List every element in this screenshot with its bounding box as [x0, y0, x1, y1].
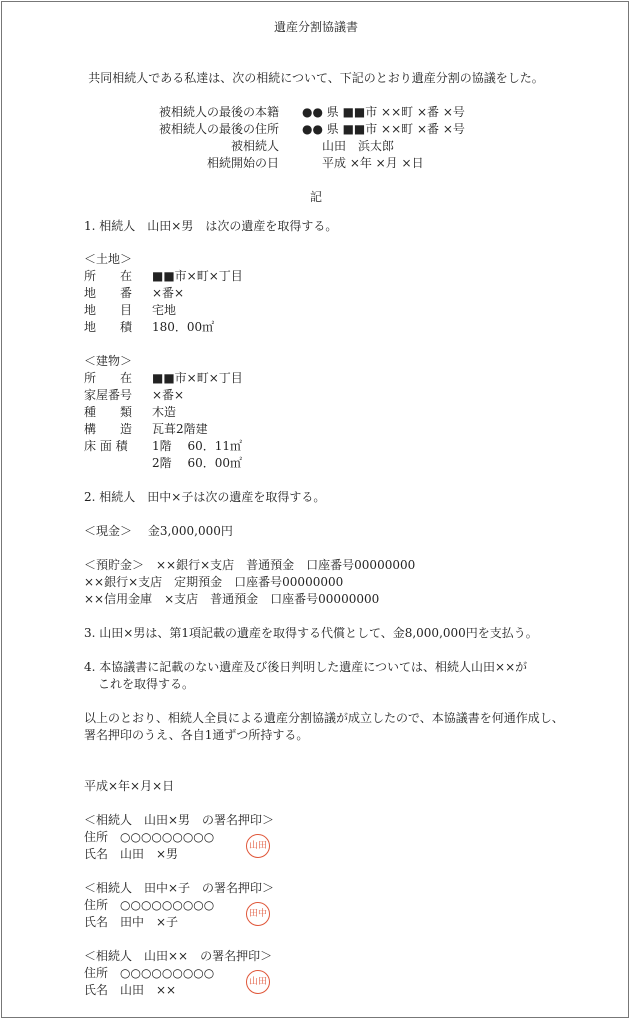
signature-address: 住所 ○○○○○○○○○ — [84, 966, 215, 980]
building-row — [84, 404, 176, 421]
item-2: 2. 相続人 田中×子は次の遺産を取得する。 — [84, 490, 326, 504]
signature-name: 氏名 山田 ×男 — [84, 847, 179, 861]
decedent-label: 被相続人の最後の住所 — [158, 122, 279, 136]
deposit-line: ××銀行×支店 定期預金 口座番号00000000 — [84, 575, 344, 589]
land-heading: ＜土地＞ — [84, 252, 133, 266]
building-heading: ＜建物＞ — [84, 354, 133, 368]
signature-heading: ＜相続人 田中×子 の署名押印＞ — [84, 881, 275, 895]
page-frame — [1, 1, 629, 1018]
deposit-line: ＜預貯金＞ ××銀行×支店 普通預金 口座番号00000000 — [84, 558, 416, 572]
building-value: 瓦葺2階建 — [152, 422, 208, 436]
decedent-value: ●● 県 ■■市 ××町 ×番 ×号 — [302, 105, 465, 119]
item-3: 3. 山田×男は、第1項記載の遺産を取得する代償として、金8,000,000円を支払う。 — [84, 626, 538, 640]
seal-stamp: 山田 — [246, 970, 270, 994]
decedent-value: 山田 浜太郎 — [322, 139, 395, 153]
decedent-label: 相続開始の日 — [206, 156, 279, 170]
building-row — [84, 387, 184, 404]
land-value: ■■市×町×丁目 — [152, 269, 243, 283]
closing-line: 以上のとおり、相続人全員による遺産分割協議が成立したので、本協議書を何通作成し、 — [84, 711, 564, 725]
item-4-line: これを取得する。 — [98, 677, 195, 691]
signature-name: 氏名 山田 ×× — [84, 983, 177, 997]
signature-address: 住所 ○○○○○○○○○ — [84, 898, 215, 912]
building-label: 種 類 — [84, 405, 133, 419]
building-row — [84, 421, 208, 438]
decedent-label: 被相続人の最後の本籍 — [158, 105, 279, 119]
building-row — [84, 438, 242, 455]
seal-stamp: 山田 — [246, 834, 270, 858]
ki-heading: 記 — [309, 190, 322, 204]
building-row — [84, 455, 242, 472]
building-row — [84, 370, 243, 387]
seal-stamp: 田中 — [246, 902, 270, 926]
cash-line: ＜現金＞ 金3,000,000円 — [84, 524, 233, 538]
building-label: 構 造 — [84, 422, 133, 436]
signature-heading: ＜相続人 山田×男 の署名押印＞ — [84, 813, 275, 827]
land-row — [84, 319, 214, 336]
land-value: ×番× — [152, 286, 185, 300]
decedent-label: 被相続人 — [230, 139, 279, 153]
building-value: 木造 — [152, 405, 177, 419]
document-title: 遺産分割協議書 — [273, 20, 358, 34]
item-1: 1. 相続人 山田×男 は次の遺産を取得する。 — [84, 219, 338, 233]
land-row — [84, 285, 184, 302]
item-4-line: 4. 本協議書に記載のない遺産及び後日判明した遺産については、相続人山田××が — [84, 660, 528, 674]
building-label: 家屋番号 — [84, 388, 133, 402]
building-label: 床 面 積 — [84, 439, 128, 453]
land-value: 宅地 — [152, 303, 177, 317]
signature-address: 住所 ○○○○○○○○○ — [84, 830, 215, 844]
building-label: 所 在 — [84, 371, 133, 385]
signature-name: 氏名 田中 ×子 — [84, 915, 179, 929]
deposit-line: ××信用金庫 ×支店 普通預金 口座番号00000000 — [84, 592, 380, 606]
decedent-value: 平成 ×年 ×月 ×日 — [322, 156, 424, 170]
land-label: 地 積 — [84, 320, 133, 334]
land-value: 180．00㎡ — [152, 320, 215, 334]
land-label: 所 在 — [84, 269, 133, 283]
land-label: 地 番 — [84, 286, 133, 300]
intro-text: 共同相続人である私達は、次の相続について、下記のとおり遺産分割の協議をした。 — [88, 71, 544, 85]
land-label: 地 目 — [84, 303, 133, 317]
decedent-value: ●● 県 ■■市 ××町 ×番 ×号 — [302, 122, 465, 136]
land-row — [84, 268, 243, 285]
land-row — [84, 302, 176, 319]
signature-heading: ＜相続人 山田×× の署名押印＞ — [84, 949, 273, 963]
document-date: 平成×年×月×日 — [84, 779, 175, 793]
building-value: ■■市×町×丁目 — [152, 371, 243, 385]
building-value: ×番× — [152, 388, 185, 402]
building-value: 1階 60．11㎡ — [152, 439, 242, 453]
closing-line: 署名押印のうえ、各自1通ずつ所持する。 — [84, 728, 309, 742]
building-value: 2階 60．00㎡ — [152, 456, 242, 470]
